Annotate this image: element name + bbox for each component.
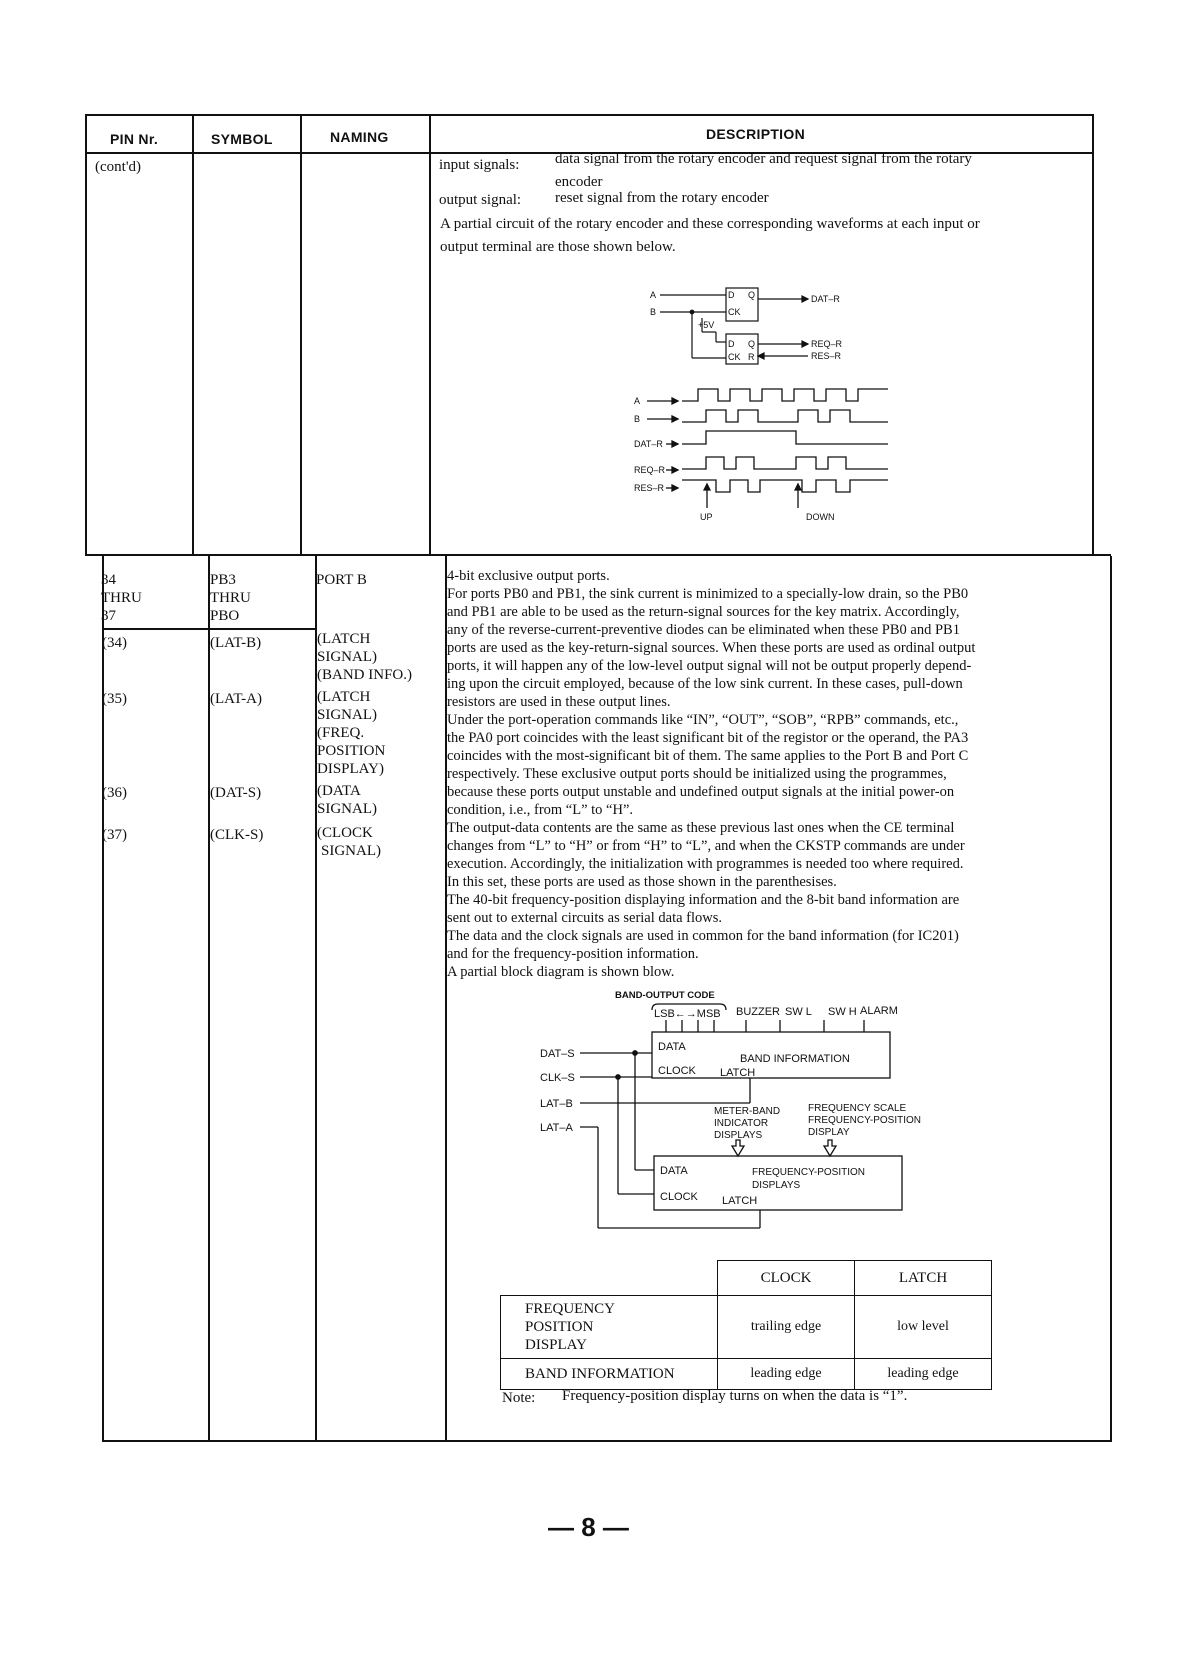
timing-row-label <box>501 1296 718 1359</box>
meter-band-line-3: DISPLAYS <box>714 1130 763 1141</box>
desc-line: resistors are used in these output lines. <box>447 694 671 710</box>
subrow-symbol: (CLK-S) <box>210 827 264 843</box>
enc-ff1-d: D <box>728 290 735 300</box>
wave-label-req-r: REQ–R <box>634 465 666 475</box>
enc-out-req: REQ–R <box>811 339 843 349</box>
band-information-label: BAND INFORMATION <box>740 1053 850 1065</box>
freq-clock-label: CLOCK <box>660 1191 698 1203</box>
band-output-code-label: BAND-OUTPUT CODE <box>615 990 715 1001</box>
row2-description <box>447 567 1097 981</box>
row1-pin: (cont'd) <box>95 159 142 175</box>
desc-line: ing upon the circuit employed, because of the low sink current. In these cases, pull-down <box>447 676 963 692</box>
row2-symbol-line: PB3 <box>210 572 236 588</box>
timing-table-corner <box>501 1261 718 1296</box>
timing-label-line: POSITION <box>525 1319 594 1335</box>
freq-pos-displays-line-2: DISPLAYS <box>752 1180 801 1191</box>
enc-ff2-r: R <box>748 352 755 362</box>
wave-label-res-r: RES–R <box>634 483 665 493</box>
band-latch-label: LATCH <box>720 1067 756 1079</box>
enc-in-a: A <box>650 290 657 300</box>
alarm-label: ALARM <box>860 1005 898 1017</box>
enc-out-dat: DAT–R <box>811 294 840 304</box>
page-number: — 8 — <box>548 1512 629 1542</box>
buzzer-label: BUZZER <box>736 1006 780 1018</box>
enc-out-res: RES–R <box>811 351 842 361</box>
timing-row-label <box>501 1359 718 1390</box>
header-pin: PIN Nr. <box>110 131 159 147</box>
naming-line: (LATCH <box>317 689 371 705</box>
subrow-pin: (34) <box>102 635 127 651</box>
meter-band-line-1: METER-BAND <box>714 1106 781 1117</box>
desc-line: ports are used as the key-return-signal sources. When these ports are used as ordinal output <box>447 640 976 656</box>
timing-label-line: FREQUENCY <box>525 1301 616 1317</box>
freq-latch-label: LATCH <box>722 1195 758 1207</box>
desc-line: sent out to external circuits as serial data flows. <box>447 910 723 926</box>
naming-line: (FREQ. <box>317 725 365 741</box>
timing-table-row <box>501 1359 992 1390</box>
desc-line: coincides with the most-significant bit of them. The same applies to the Port B and Port C <box>447 748 969 764</box>
subrow-pin: (36) <box>102 785 127 801</box>
subrow-symbol: (DAT-S) <box>210 785 262 801</box>
row2-pins <box>101 571 142 625</box>
desc-line: In this set, these ports are used as those shown in the parenthesises. <box>447 874 837 890</box>
row1-input-label: input signals: <box>439 157 520 173</box>
subrow-naming <box>317 688 385 778</box>
naming-line: (DATA <box>317 783 361 799</box>
freq-data-label: DATA <box>660 1165 688 1177</box>
note-label: Note: <box>502 1390 536 1406</box>
desc-line: condition, i.e., from “L” to “H”. <box>447 802 634 818</box>
enc-ff2-ck: CK <box>728 352 741 362</box>
freq-scale-line-1: FREQUENCY SCALE <box>808 1103 907 1114</box>
subrow-naming <box>317 782 377 818</box>
row1-paragraph-1: A partial circuit of the rotary encoder and these corresponding waveforms at each input or <box>440 216 980 232</box>
subrow-pin: (37) <box>102 827 127 843</box>
row2-symbol-line: PBO <box>210 608 240 624</box>
desc-line: execution. Accordingly, the initialization with programmes is needed too where required. <box>447 856 964 872</box>
row1-paragraph-2: output terminal are those shown below. <box>440 239 676 255</box>
desc-line: A partial block diagram is shown blow. <box>447 964 675 980</box>
clk-s-label: CLK–S <box>540 1072 575 1084</box>
wave-label-dat-r: DAT–R <box>634 439 663 449</box>
row2-naming: PORT B <box>316 572 367 588</box>
wave-label-b: B <box>634 414 641 424</box>
row1-output-label: output signal: <box>439 192 522 208</box>
freq-scale-line-3: DISPLAY <box>808 1127 850 1138</box>
desc-line: The output-data contents are the same as these previous last ones when the CE terminal <box>447 820 955 836</box>
header-symbol: SYMBOL <box>211 131 273 147</box>
desc-line: 4-bit exclusive output ports. <box>447 568 610 584</box>
row2-symbol-line: THRU <box>210 590 251 606</box>
timing-cell-clock: trailing edge <box>718 1296 855 1359</box>
swl-label: SW L <box>785 1006 812 1018</box>
naming-line: SIGNAL) <box>317 649 377 665</box>
row2-symbols <box>210 571 251 625</box>
subrow-pin: (35) <box>102 691 127 707</box>
row2-pin-line: THRU <box>101 590 142 606</box>
subrow-naming <box>317 630 412 684</box>
desc-line: The data and the clock signals are used in common for the band information (for IC201) <box>447 928 959 944</box>
desc-line: The 40-bit frequency-position displaying information and the 8-bit band information are <box>447 892 960 908</box>
naming-line: DISPLAY) <box>317 761 384 777</box>
subrow-symbol: (LAT-B) <box>210 635 262 651</box>
row1-input-text-1: data signal from the rotary encoder and request signal from the rotary <box>555 151 972 167</box>
desc-line: because these ports output unstable and undefined output signals at the initial power-on <box>447 784 955 800</box>
enc-ff2-q: Q <box>748 339 756 349</box>
swh-label: SW H <box>828 1006 857 1018</box>
freq-scale-line-2: FREQUENCY-POSITION <box>808 1115 921 1126</box>
timing-label-line: DISPLAY <box>525 1337 587 1353</box>
timing-cell-latch: leading edge <box>855 1359 992 1390</box>
desc-line: For ports PB0 and PB1, the sink current is minimized to a specially-low drain, so the PB0 <box>447 586 969 602</box>
wave-label-down: DOWN <box>806 512 835 522</box>
band-block-diagram <box>540 990 980 1240</box>
desc-line: changes from “L” to “H” or from “H” to “L”, and when the CKSTP commands are under <box>447 838 965 854</box>
lat-b-label: LAT–B <box>540 1098 573 1110</box>
desc-line: respectively. These exclusive output ports should be initialized using the programmes, <box>447 766 947 782</box>
naming-line: SIGNAL) <box>317 707 377 723</box>
desc-line: and for the frequency-position information. <box>447 946 699 962</box>
enc-ff2-d: D <box>728 339 735 349</box>
enc-ff1-q: Q <box>748 290 756 300</box>
enc-vcc: +5V <box>698 320 715 330</box>
timing-table-row <box>501 1296 992 1359</box>
timing-table-header-row <box>501 1261 992 1296</box>
naming-line: SIGNAL) <box>321 843 381 859</box>
subrow-symbol: (LAT-A) <box>210 691 262 707</box>
lsb-msb-label: LSB←→MSB <box>654 1008 721 1020</box>
encoder-circuit-diagram <box>640 282 880 368</box>
naming-line: SIGNAL) <box>317 801 377 817</box>
timing-label-line: BAND INFORMATION <box>525 1365 675 1382</box>
waveform-diagram <box>620 380 890 528</box>
enc-ff1-ck: CK <box>728 307 741 317</box>
desc-line: the PA0 port coincides with the least significant bit of the registor or the operand, the PA3 <box>447 730 969 746</box>
band-data-label: DATA <box>658 1041 686 1053</box>
naming-line: (CLOCK <box>317 825 373 841</box>
subrow-naming <box>317 824 381 860</box>
header-naming: NAMING <box>330 129 389 145</box>
naming-line: (LATCH <box>317 631 371 647</box>
freq-pos-displays-line-1: FREQUENCY-POSITION <box>752 1167 865 1178</box>
wave-label-up: UP <box>700 512 713 522</box>
timing-header-clock: CLOCK <box>718 1261 855 1296</box>
wave-label-a: A <box>634 396 641 406</box>
timing-cell-latch: low level <box>855 1296 992 1359</box>
timing-table <box>500 1260 992 1390</box>
enc-in-b: B <box>650 307 657 317</box>
band-clock-label: CLOCK <box>658 1065 696 1077</box>
row1-input-text-2: encoder <box>555 174 603 190</box>
dat-s-label: DAT–S <box>540 1048 575 1060</box>
timing-header-latch: LATCH <box>855 1261 992 1296</box>
naming-line: POSITION <box>317 743 386 759</box>
timing-cell-clock: leading edge <box>718 1359 855 1390</box>
row2-pin-line: 34 <box>101 572 116 588</box>
lat-a-label: LAT–A <box>540 1122 573 1134</box>
desc-line: ports, it will happen any of the low-level output signal will not be output properly depend- <box>447 658 972 674</box>
row2-pin-line: 37 <box>101 608 116 624</box>
naming-line: (BAND INFO.) <box>317 667 412 683</box>
note-text: Frequency-position display turns on when the data is “1”. <box>562 1388 908 1404</box>
row1-output-text: reset signal from the rotary encoder <box>555 190 769 206</box>
meter-band-line-2: INDICATOR <box>714 1118 769 1129</box>
desc-line: and PB1 are able to be used as the return-signal sources for the key matrix. Accordingly, <box>447 604 960 620</box>
header-description: DESCRIPTION <box>706 126 805 142</box>
desc-line: Under the port-operation commands like “IN”, “OUT”, “SOB”, “RPB” commands, etc., <box>447 712 959 728</box>
desc-line: any of the reverse-current-preventive diodes can be eliminated when these PB0 and PB1 <box>447 622 960 638</box>
